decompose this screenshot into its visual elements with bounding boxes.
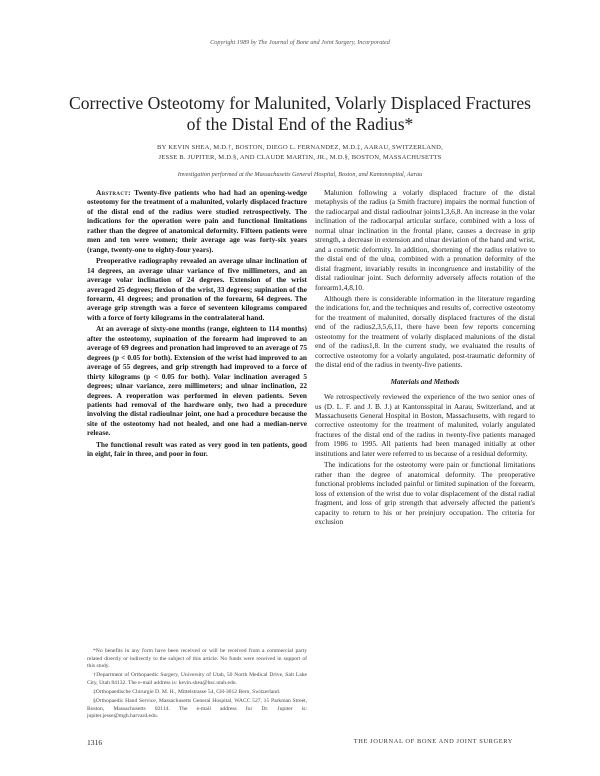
footnote: †Department of Orthopaedic Surgery, University of Utah, 50 North Medical Drive, Salt Lake City, Utah 84132. The e-mail address is: kevin.shea@hsc.utah.edu. (87, 672, 307, 686)
abstract-label: Abstract: (96, 188, 131, 197)
abstract-paragraph (87, 188, 307, 254)
footnotes (87, 648, 307, 722)
copyright-line: Copyright 1989 by The Journal of Bone and Joint Surgery, Incorporated (210, 39, 390, 46)
abstract-paragraph: Preoperative radiography revealed an average ulnar inclination of 14 degrees, an average ulnar variance of five millimeters, and an average volar inclination of 24 degrees. Extension of the wrist averaged 25 degrees; flexion of the wrist, 33 degrees; supination of the forearm, 41 degrees; and pronation of the forearm, 64 degrees. The average grip strength was a force of seventeen kilograms compared with a force of forty kilograms in the contralateral hand. (87, 256, 307, 322)
body-column (315, 188, 535, 526)
abstract-column (87, 188, 307, 459)
body-paragraph: Although there is considerable information in the literature regarding the indications for, and the techniques and results of, corrective osteotomy for the treatment of malunited, dorsally displaced fractures of the distal end of the radius2,3,5,6,11, there have been few reports concerning osteotomy for the treatment of volarly displaced malunions of the distal end of the radius1,8. In the current study, we evaluated the results of corrective osteotomy for a volarly angulated, post-traumatic deformity of the distal end of the radius in twenty-five patients. (315, 293, 535, 370)
article-title: Corrective Osteotomy for Malunited, Volarly Displaced Fractures of the Distal End of the Radius* (68, 93, 532, 134)
abstract-paragraph: At an average of sixty-one months (range, eighteen to 114 months) after the osteotomy, supination of the forearm had improved to an average of 69 degrees and pronation had improved to an average of 75 degrees (p < 0.05 for both). Extension of the wrist had improved to an average of 55 degrees, and grip strength had improved to a force of thirty kilograms (p < 0.05 for both). Volar inclination averaged 5 degrees; ulnar variance, zero millimeters; and ulnar inclination, 22 degrees. A reoperation was performed in eleven patients. Seven patients had removal of the hardware only, two had a procedure involving the distal radioulnar joint, one had a procedure because the site of the osteotomy had not healed, and one had a median-nerve release. (87, 324, 307, 438)
page-number: 1316 (87, 738, 103, 747)
body-paragraph: We retrospectively reviewed the experience of the two senior ones of us (D. L. F. and J. B. J.) at Kantonsspital in Aarau, Switzerland, and at Massachusetts General Hospital in Boston, Massachusetts, with regard to corrective osteotomy for the treatment of malunited, volarly angulated fractures of the distal end of the radius in twenty-five patients managed from 1986 to 1995. All patients had been managed initially at other institutions and later were referred to us because of a residual deformity. (315, 392, 535, 458)
section-heading: Materials and Methods (390, 377, 460, 386)
abstract-text: Twenty-five patients who had had an opening-wedge osteotomy for the treatment of a malunited, volarly displaced fracture of the distal end of the radius were studied retrospectively. The indications for the operation were pain and functional limitations rather than the degree of anatomical deformity. Fifteen patients were men and ten were women; their average age was forty-six years (range, twenty-one to eighty-four years). (87, 188, 307, 254)
journal-name-footer: THE JOURNAL OF BONE AND JOINT SURGERY (353, 738, 513, 745)
body-paragraph: The indications for the osteotomy were pain or functional limitations rather than the degree of anatomical deformity. The preoperative functional problems included painful or limited supination of the forearm, loss of extension of the wrist due to volar displacement of the distal radial fragment, and loss of grip strength that adversely affected the patient's capacity to return to his or her preinjury occupation. The criteria for exclusion (315, 460, 535, 526)
footnote: ‡Orthopaedische Chirurgie D. M. H., Mittelstrasse 54, CH-3012 Bern, Switzerland. (93, 688, 281, 695)
author-list (90, 143, 510, 162)
body-paragraph: Malunion following a volarly displaced fracture of the distal metaphysis of the radius (a Smith fracture) impairs the normal function of the radiocarpal and distal radioulnar joints1,3,6,8. An increase in the volar inclination of the radiocarpal articular surface, combined with a loss of normal ulnar inclination in the frontal plane, causes a decrease in grip strength, a decrease in extension and ulnar deviation of the hand and wrist, and a cosmetic deformity. In addition, shortening of the radius relative to the distal end of the ulna, combined with a pronation deformity of the distal fragment, invariably results in incongruence and instability of the distal radioulnar joint. Such deformity adversely affects rotation of the forearm1,4,8,10. (315, 188, 535, 292)
author-line-2: JESSE B. JUPITER, M.D.§, AND CLAUDE MARTIN, JR., M.D.§, BOSTON, MASSACHUSETTS (158, 153, 442, 161)
abstract-paragraph: The functional result was rated as very good in ten patients, good in eight, fair in three, and poor in four. (87, 439, 307, 459)
footnote: §Orthopaedic Hand Service, Massachusetts General Hospital, WACC 527, 15 Parkman Street, Boston, Massachusetts 02114. The e-mail address for Dr. Jupiter is: jupiter.jesse@mgh.harvard.edu. (87, 698, 307, 720)
investigation-note: Investigation performed at the Massachusetts General Hospital, Boston, and Kantonsspital, Aarau (177, 171, 423, 178)
footnote: *No benefits in any form have been received or will be received from a commercial party related directly or indirectly to the subject of this article. No funds were received in support of this study. (87, 648, 307, 670)
author-line-1: BY KEVIN SHEA, M.D.†, BOSTON, DIEGO L. FERNANDEZ, M.D.‡, AARAU, SWITZERLAND, (157, 144, 443, 151)
